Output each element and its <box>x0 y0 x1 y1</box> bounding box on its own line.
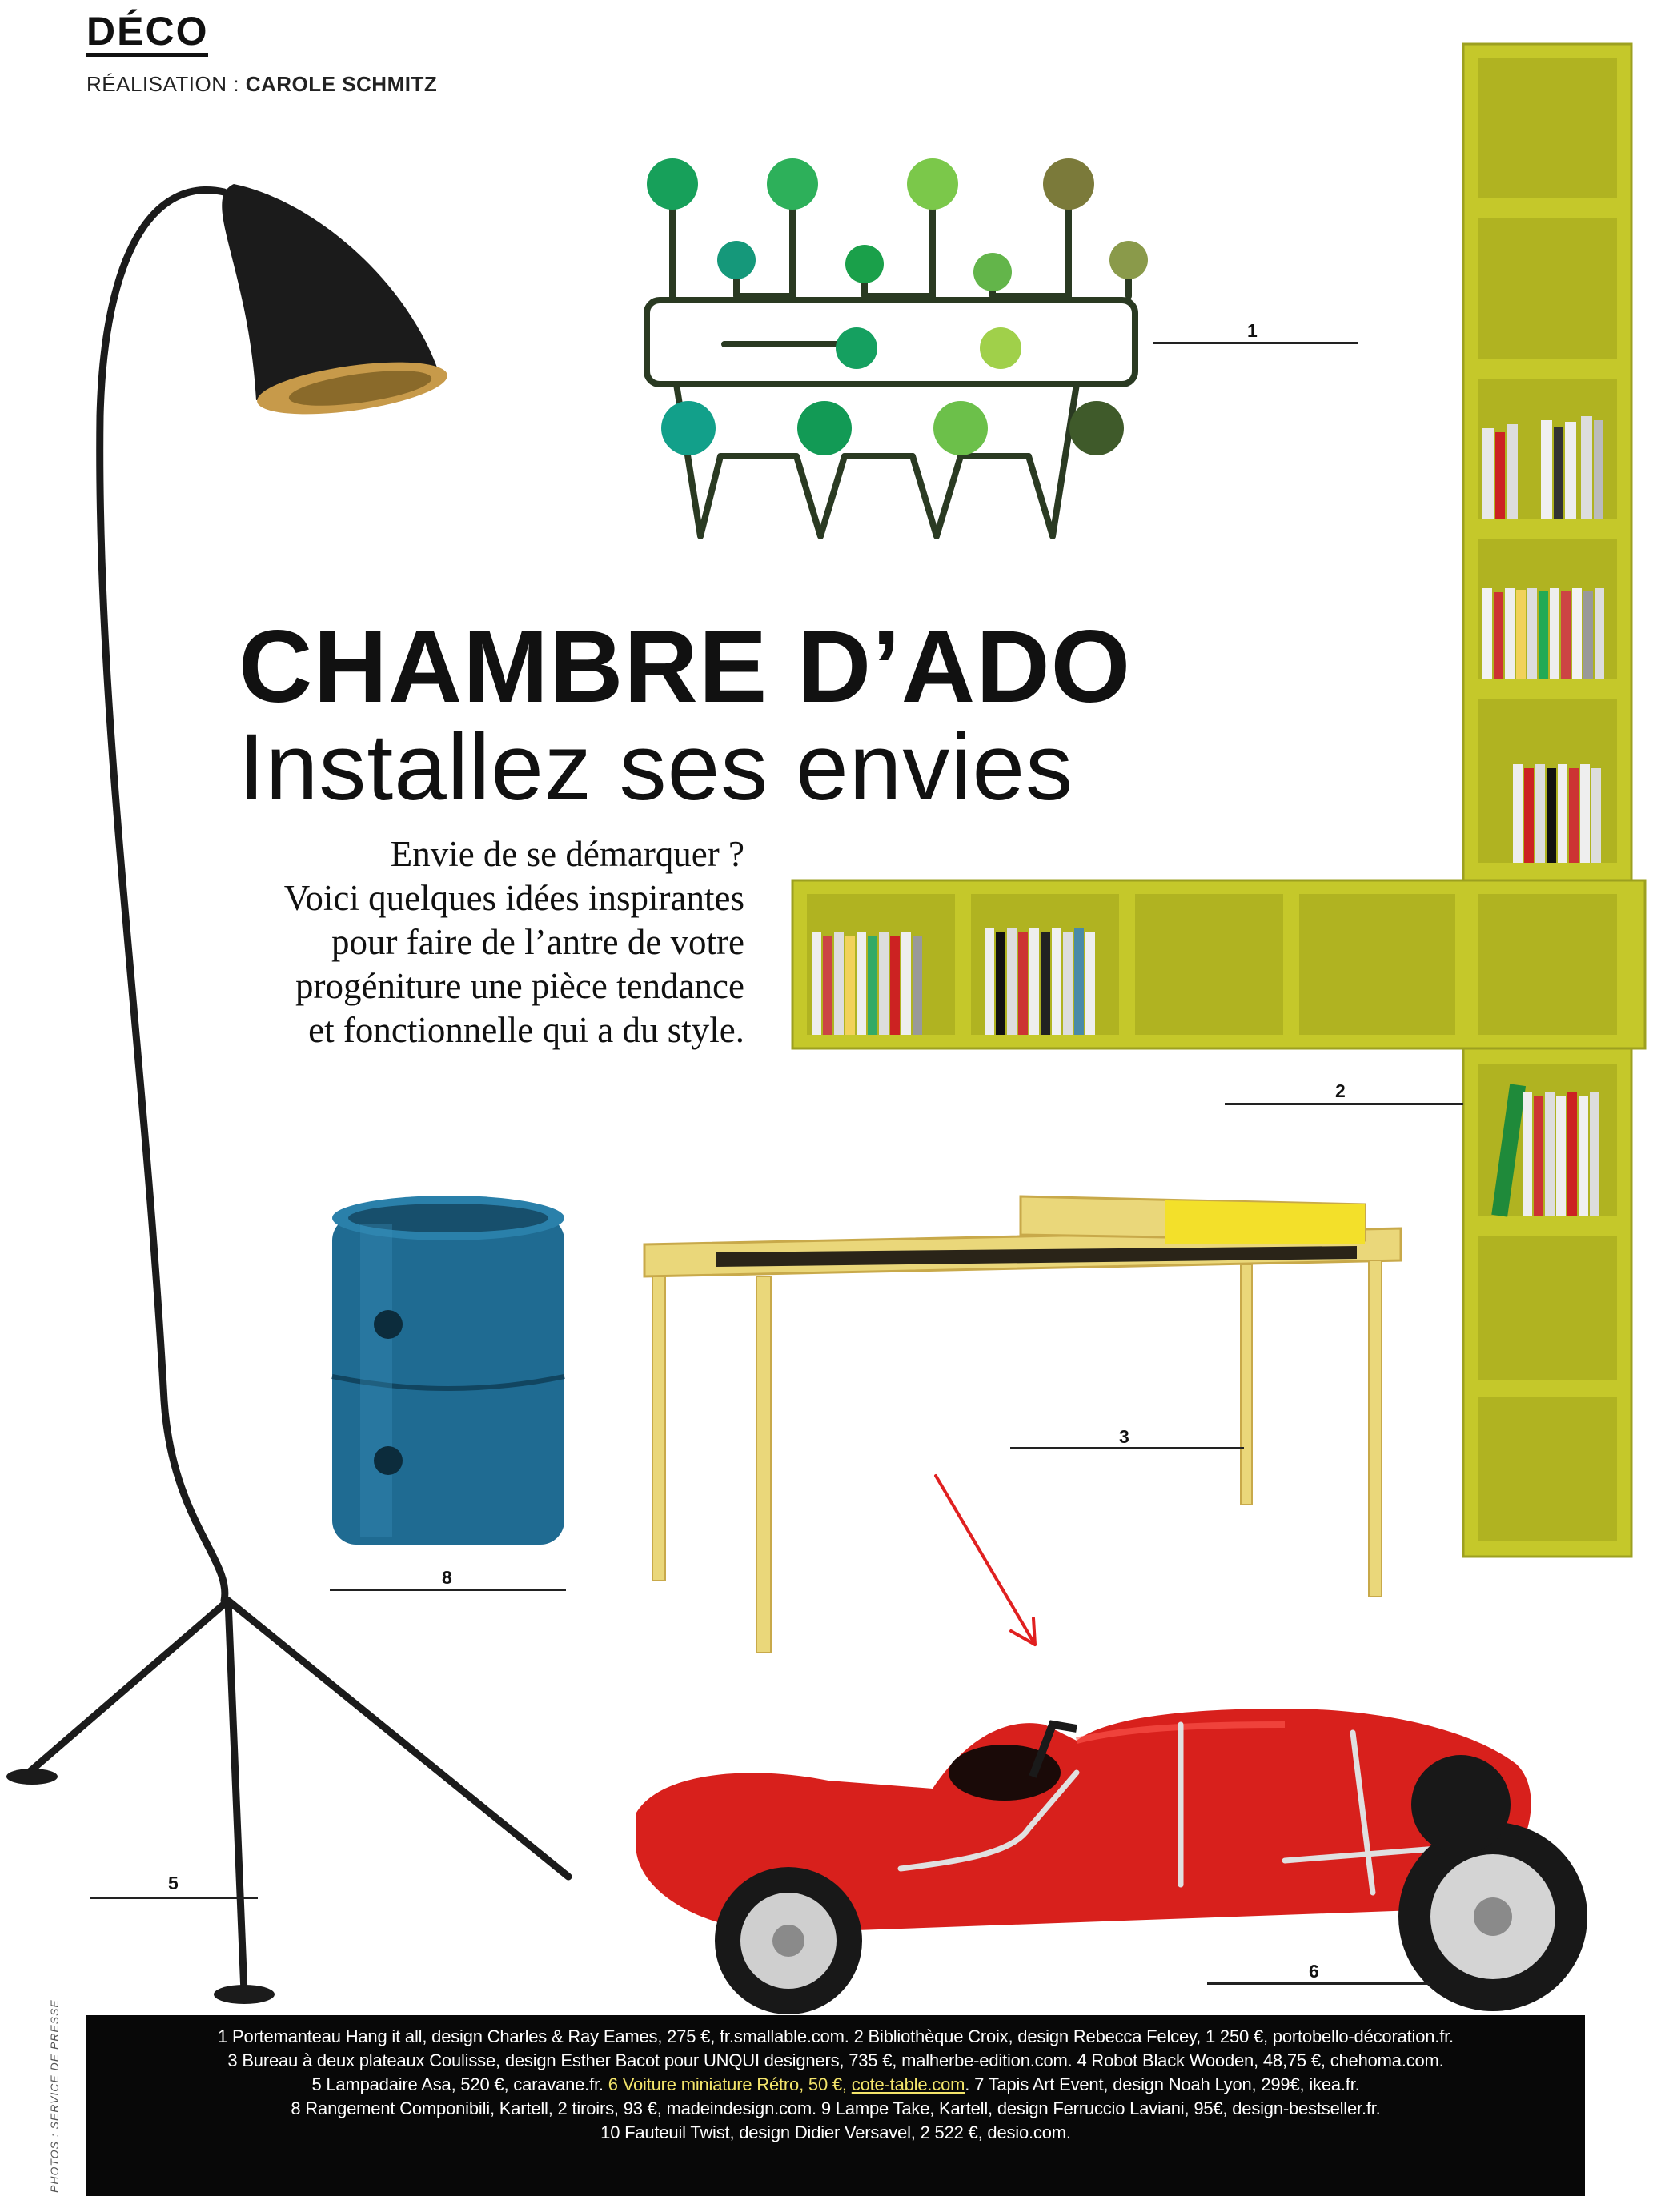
credit-name: CAROLE SCHMITZ <box>245 72 438 96</box>
caption-line: 1 Portemanteau Hang it all, design Charles & Ray Eames, 275 €, fr.smallable.com. 2 Bibliothèque Croix, design Rebecca Felcey, 1 250 €, portobello-décoration.fr. <box>218 2026 1454 2046</box>
annotation-arrow-icon <box>933 1473 1045 1657</box>
bookcase-leader <box>1225 1103 1463 1105</box>
author-credit <box>86 72 437 97</box>
credit-label: RÉALISATION : <box>86 72 239 96</box>
caption-segment: 5 Lampadaire Asa, 520 €, caravane.fr. <box>311 2074 608 2094</box>
section-label: DÉCO <box>86 11 208 57</box>
car-leader <box>1207 1982 1430 1985</box>
caption-segment: . 7 Tapis Art Event, design Noah Lyon, 299€, ikea.fr. <box>965 2074 1360 2094</box>
item-number-5: 5 <box>168 1873 179 1893</box>
caption-link[interactable]: cote-table.com <box>851 2074 965 2094</box>
product-captions <box>86 2025 1585 2145</box>
toy-car-image <box>628 1669 1605 2021</box>
caption-highlight: 6 Voiture miniature Rétro, 50 €, <box>608 2074 852 2094</box>
coat-rack-leader <box>1153 342 1358 344</box>
item-number-8: 8 <box>442 1567 452 1588</box>
intro-line: progéniture une pièce tendance <box>295 966 744 1006</box>
caption-line: 10 Fauteuil Twist, design Didier Versavel, 2 522 €, desio.com. <box>600 2122 1071 2142</box>
page-subtitle: Installez ses envies <box>239 715 1074 820</box>
item-number-6: 6 <box>1309 1961 1319 1982</box>
caption-line <box>86 2073 1585 2097</box>
floor-lamp-image <box>8 160 488 2033</box>
intro-paragraph <box>232 832 744 1052</box>
intro-line: pour faire de l’antre de votre <box>331 922 744 962</box>
storage-unit-image <box>324 1192 572 1561</box>
intro-line: Envie de se démarquer ? <box>390 834 744 874</box>
photo-credit: PHOTOS : SERVICE DE PRESSE <box>48 1999 61 2193</box>
intro-line: et fonctionnelle qui a du style. <box>308 1010 744 1050</box>
caption-line: 3 Bureau à deux plateaux Coulisse, design Esther Bacot pour UNQUI designers, 735 €, malherbe-edition.com. 4 Robot Black Wooden, 48,75 €, chehoma.com. <box>227 2050 1444 2070</box>
item-number-2: 2 <box>1335 1080 1346 1101</box>
item-number-1: 1 <box>1247 320 1258 341</box>
coat-rack-image <box>624 152 1169 552</box>
lamp-leader <box>90 1897 258 1899</box>
storage-leader <box>330 1589 566 1591</box>
intro-line: Voici quelques idées inspirantes <box>283 878 744 918</box>
page-title: CHAMBRE D’ADO <box>239 610 1132 724</box>
item-number-3: 3 <box>1119 1426 1129 1447</box>
caption-line: 8 Rangement Componibili, Kartell, 2 tiroirs, 93 €, madeindesign.com. 9 Lampe Take, Kartell, design Ferruccio Laviani, 95€, design-bestseller.fr. <box>291 2098 1381 2118</box>
